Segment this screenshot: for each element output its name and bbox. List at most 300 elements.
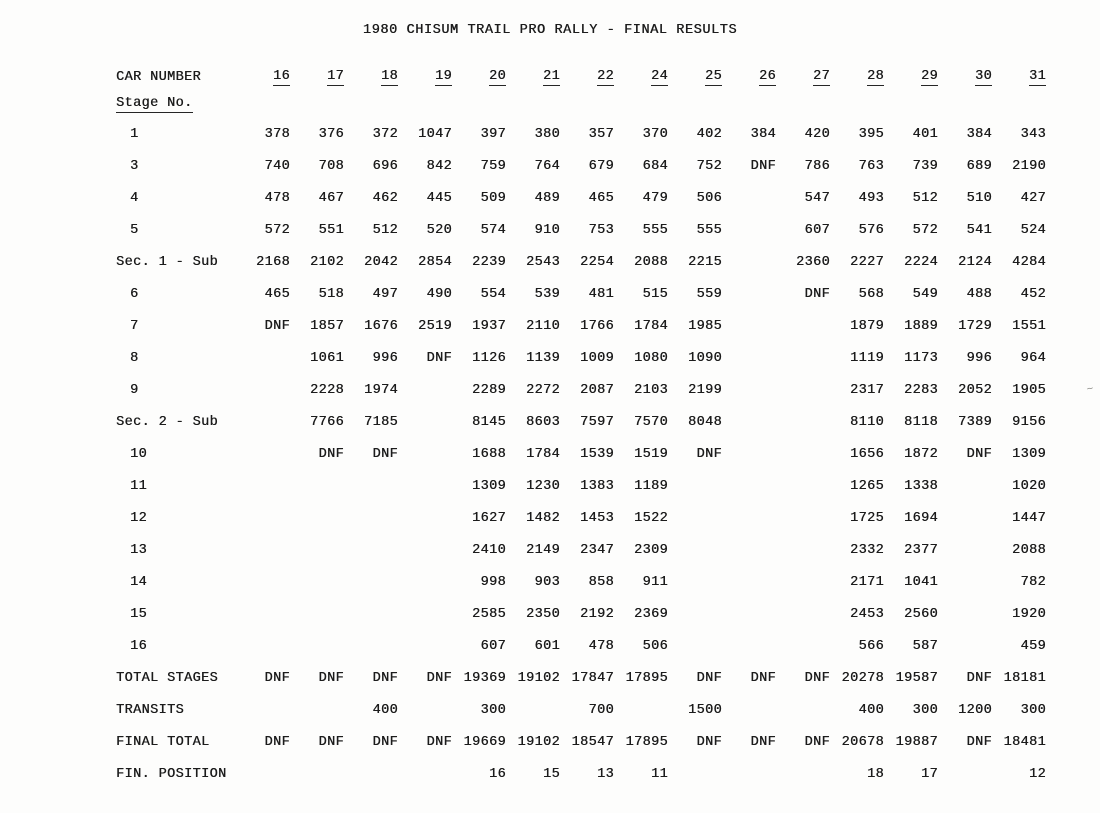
row-label: 9 <box>130 382 139 398</box>
cell <box>776 406 830 438</box>
cell <box>722 182 776 214</box>
cell: 539 <box>534 286 560 302</box>
row-label: TRANSITS <box>116 702 185 718</box>
cell: 488 <box>966 286 992 302</box>
cell: 996 <box>966 350 992 366</box>
cell: 370 <box>642 126 668 142</box>
cell: 300 <box>1020 702 1046 718</box>
cell: 1879 <box>849 318 884 334</box>
cell: 397 <box>480 126 506 142</box>
car-number-col-header <box>452 64 506 91</box>
cell <box>722 598 776 630</box>
cell: 1627 <box>471 510 506 526</box>
cell <box>722 534 776 566</box>
cell <box>236 694 290 726</box>
cell: 555 <box>696 222 722 238</box>
cell: 459 <box>1020 638 1046 654</box>
cell: 2369 <box>633 606 668 622</box>
cell: 759 <box>480 158 506 174</box>
cell: 572 <box>264 222 290 238</box>
cell: 2254 <box>579 254 614 270</box>
cell <box>344 630 398 662</box>
cell: 2102 <box>309 254 344 270</box>
cell <box>398 438 452 470</box>
cell: DNF <box>804 670 830 686</box>
cell: 18181 <box>1003 670 1046 686</box>
cell: 2377 <box>903 542 938 558</box>
cell: 911 <box>642 574 668 590</box>
cell <box>236 534 290 566</box>
table-row <box>112 502 1046 534</box>
cell <box>290 502 344 534</box>
cell: 506 <box>696 190 722 206</box>
cell: 4284 <box>1011 254 1046 270</box>
cell: 2088 <box>1011 542 1046 558</box>
cell: 2332 <box>849 542 884 558</box>
cell <box>722 406 776 438</box>
cell: 2360 <box>795 254 830 270</box>
cell <box>776 598 830 630</box>
table-row <box>112 470 1046 502</box>
cell <box>722 758 776 790</box>
cell: 16 <box>488 766 506 782</box>
cell: 1551 <box>1011 318 1046 334</box>
cell: DNF <box>372 734 398 750</box>
cell: 2350 <box>525 606 560 622</box>
cell <box>506 694 560 726</box>
cell: 2124 <box>957 254 992 270</box>
cell: 1688 <box>471 446 506 462</box>
cell: 910 <box>534 222 560 238</box>
cell: 1784 <box>633 318 668 334</box>
cell: 1694 <box>903 510 938 526</box>
cell <box>776 694 830 726</box>
row-label: 15 <box>130 606 148 622</box>
cell: DNF <box>966 446 992 462</box>
cell: 376 <box>318 126 344 142</box>
cell: 696 <box>372 158 398 174</box>
cell: 559 <box>696 286 722 302</box>
cell <box>236 438 290 470</box>
car-number-col-label: 30 <box>974 69 992 84</box>
cell <box>938 534 992 566</box>
cell: 1189 <box>633 478 668 494</box>
car-number-col-label: 27 <box>812 69 830 84</box>
cell: 998 <box>480 574 506 590</box>
cell: 2103 <box>633 382 668 398</box>
cell: 18547 <box>571 734 614 750</box>
row-label: 6 <box>130 286 139 302</box>
cell: 2215 <box>687 254 722 270</box>
cell <box>722 566 776 598</box>
car-number-col-label: 19 <box>434 69 452 84</box>
table-row <box>112 246 1046 278</box>
cell: 19587 <box>895 670 938 686</box>
cell: 497 <box>372 286 398 302</box>
cell: 1200 <box>957 702 992 718</box>
cell: 1020 <box>1011 478 1046 494</box>
cell <box>290 470 344 502</box>
cell: 19102 <box>517 734 560 750</box>
cell: 17895 <box>625 734 668 750</box>
cell: 739 <box>912 158 938 174</box>
cell: 15 <box>542 766 560 782</box>
cell <box>236 342 290 374</box>
table-row <box>112 758 1046 790</box>
cell <box>398 502 452 534</box>
cell <box>722 470 776 502</box>
cell: 2585 <box>471 606 506 622</box>
cell: 372 <box>372 126 398 142</box>
cell: 1453 <box>579 510 614 526</box>
cell: 903 <box>534 574 560 590</box>
cell: 996 <box>372 350 398 366</box>
cell <box>398 470 452 502</box>
cell: 782 <box>1020 574 1046 590</box>
cell <box>776 534 830 566</box>
cell: 2560 <box>903 606 938 622</box>
cell: 1500 <box>687 702 722 718</box>
cell <box>290 758 344 790</box>
table-row <box>112 118 1046 150</box>
cell: 1974 <box>363 382 398 398</box>
cell: DNF <box>318 670 344 686</box>
cell <box>722 438 776 470</box>
cell: 465 <box>588 190 614 206</box>
cell <box>722 214 776 246</box>
cell: 858 <box>588 574 614 590</box>
car-number-col-header <box>614 64 668 91</box>
stage-no-header-label: Stage No. <box>116 96 193 111</box>
row-label: 7 <box>130 318 139 334</box>
cell: 343 <box>1020 126 1046 142</box>
cell: 1937 <box>471 318 506 334</box>
car-number-col-label: 20 <box>488 69 506 84</box>
cell: 1447 <box>1011 510 1046 526</box>
row-label: 5 <box>130 222 139 238</box>
car-number-col-label: 29 <box>920 69 938 84</box>
cell: 524 <box>1020 222 1046 238</box>
car-number-col-header <box>290 64 344 91</box>
cell: 400 <box>858 702 884 718</box>
cell: DNF <box>750 670 776 686</box>
cell: 8145 <box>471 414 506 430</box>
row-label: Sec. 2 - Sub <box>116 414 219 430</box>
table-row <box>112 438 1046 470</box>
cell: 2317 <box>849 382 884 398</box>
cell: 684 <box>642 158 668 174</box>
cell: 2228 <box>309 382 344 398</box>
cell: 753 <box>588 222 614 238</box>
cell: 1905 <box>1011 382 1046 398</box>
cell <box>236 758 290 790</box>
cell <box>236 374 290 406</box>
cell: 1061 <box>309 350 344 366</box>
cell: 1126 <box>471 350 506 366</box>
cell: 2192 <box>579 606 614 622</box>
cell: 964 <box>1020 350 1046 366</box>
cell <box>290 566 344 598</box>
cell: 1309 <box>471 478 506 494</box>
cell: 572 <box>912 222 938 238</box>
cell <box>290 630 344 662</box>
cell: 2453 <box>849 606 884 622</box>
cell <box>290 598 344 630</box>
cell: 19669 <box>463 734 506 750</box>
cell: 17895 <box>625 670 668 686</box>
cell: 1090 <box>687 350 722 366</box>
cell: 462 <box>372 190 398 206</box>
cell: 17847 <box>571 670 614 686</box>
cell <box>668 630 722 662</box>
cell <box>776 438 830 470</box>
cell: 2289 <box>471 382 506 398</box>
cell: 607 <box>804 222 830 238</box>
cell: 7185 <box>363 414 398 430</box>
stage-no-row <box>112 91 1046 118</box>
cell: 479 <box>642 190 668 206</box>
cell: 8118 <box>903 414 938 430</box>
cell: 1482 <box>525 510 560 526</box>
cell: 786 <box>804 158 830 174</box>
cell: 568 <box>858 286 884 302</box>
cell: 1676 <box>363 318 398 334</box>
cell: 520 <box>426 222 452 238</box>
table-row <box>112 150 1046 182</box>
cell: 506 <box>642 638 668 654</box>
cell <box>398 566 452 598</box>
car-number-col-label: 25 <box>704 69 722 84</box>
cell: 8110 <box>849 414 884 430</box>
cell: DNF <box>372 446 398 462</box>
cell <box>668 502 722 534</box>
cell: 1009 <box>579 350 614 366</box>
table-row <box>112 214 1046 246</box>
cell <box>776 342 830 374</box>
cell: 763 <box>858 158 884 174</box>
cell: 13 <box>596 766 614 782</box>
cell <box>236 406 290 438</box>
cell: 2199 <box>687 382 722 398</box>
cell: DNF <box>696 670 722 686</box>
cell: DNF <box>264 670 290 686</box>
cell: DNF <box>696 734 722 750</box>
cell <box>344 598 398 630</box>
cell <box>290 534 344 566</box>
car-number-col-header <box>830 64 884 91</box>
cell <box>722 310 776 342</box>
cell: 2149 <box>525 542 560 558</box>
cell: 20278 <box>841 670 884 686</box>
cell: 607 <box>480 638 506 654</box>
cell: 489 <box>534 190 560 206</box>
cell: 512 <box>912 190 938 206</box>
cell: 490 <box>426 286 452 302</box>
car-number-col-header <box>668 64 722 91</box>
cell <box>344 470 398 502</box>
cell: 1265 <box>849 478 884 494</box>
cell: 842 <box>426 158 452 174</box>
table-row <box>112 182 1046 214</box>
cell <box>776 470 830 502</box>
cell: 1857 <box>309 318 344 334</box>
handwritten-pen-mark: ~ <box>1086 383 1096 397</box>
cell: 395 <box>858 126 884 142</box>
cell: 8048 <box>687 414 722 430</box>
cell: 700 <box>588 702 614 718</box>
table-row <box>112 278 1046 310</box>
cell: 402 <box>696 126 722 142</box>
cell <box>722 278 776 310</box>
cell: 380 <box>534 126 560 142</box>
cell <box>938 758 992 790</box>
car-number-col-header <box>884 64 938 91</box>
car-number-col-label: 21 <box>542 69 560 84</box>
cell: DNF <box>426 670 452 686</box>
cell: 12 <box>1028 766 1046 782</box>
cell <box>668 758 722 790</box>
car-number-col-header <box>398 64 452 91</box>
cell: 300 <box>912 702 938 718</box>
row-label: 11 <box>130 478 148 494</box>
cell: 549 <box>912 286 938 302</box>
cell: 554 <box>480 286 506 302</box>
cell: 467 <box>318 190 344 206</box>
results-table <box>112 64 1046 790</box>
cell: 1656 <box>849 446 884 462</box>
cell: 1519 <box>633 446 668 462</box>
car-number-col-header <box>560 64 614 91</box>
table-row <box>112 726 1046 758</box>
cell: 2227 <box>849 254 884 270</box>
cell: DNF <box>318 734 344 750</box>
cell: 689 <box>966 158 992 174</box>
row-label: 3 <box>130 158 139 174</box>
cell <box>614 694 668 726</box>
cell <box>398 694 452 726</box>
table-row <box>112 566 1046 598</box>
cell: 518 <box>318 286 344 302</box>
cell: 1119 <box>849 350 884 366</box>
car-number-col-header <box>344 64 398 91</box>
cell <box>344 534 398 566</box>
cell <box>722 502 776 534</box>
car-number-col-label: 18 <box>380 69 398 84</box>
row-label: Sec. 1 - Sub <box>116 254 219 270</box>
cell: 509 <box>480 190 506 206</box>
cell: 740 <box>264 158 290 174</box>
cell: 764 <box>534 158 560 174</box>
cell: 2168 <box>255 254 290 270</box>
cell: DNF <box>696 446 722 462</box>
cell: 17 <box>920 766 938 782</box>
car-number-col-label: 31 <box>1028 69 1046 84</box>
cell: 510 <box>966 190 992 206</box>
cell <box>722 342 776 374</box>
cell: DNF <box>372 670 398 686</box>
cell: 300 <box>480 702 506 718</box>
cell <box>776 502 830 534</box>
cell: 576 <box>858 222 884 238</box>
car-number-col-header <box>506 64 560 91</box>
cell: 2272 <box>525 382 560 398</box>
row-label: 10 <box>130 446 148 462</box>
table-row <box>112 662 1046 694</box>
cell: 1784 <box>525 446 560 462</box>
cell: 2110 <box>525 318 560 334</box>
cell: 574 <box>480 222 506 238</box>
cell <box>344 758 398 790</box>
cell: DNF <box>264 734 290 750</box>
cell <box>236 630 290 662</box>
cell: 551 <box>318 222 344 238</box>
cell: 11 <box>650 766 668 782</box>
cell: 512 <box>372 222 398 238</box>
cell: 20678 <box>841 734 884 750</box>
row-label: 14 <box>130 574 148 590</box>
row-label: TOTAL STAGES <box>116 670 219 686</box>
cell: 1920 <box>1011 606 1046 622</box>
table-row <box>112 374 1046 406</box>
cell: 18481 <box>1003 734 1046 750</box>
cell: 19887 <box>895 734 938 750</box>
cell: 384 <box>966 126 992 142</box>
cell: 1889 <box>903 318 938 334</box>
cell: 1230 <box>525 478 560 494</box>
cell: 679 <box>588 158 614 174</box>
cell: 2347 <box>579 542 614 558</box>
cell: 7389 <box>957 414 992 430</box>
cell <box>668 598 722 630</box>
cell: 2087 <box>579 382 614 398</box>
cell: 2239 <box>471 254 506 270</box>
cell: 1522 <box>633 510 668 526</box>
cell: 9156 <box>1011 414 1046 430</box>
cell <box>938 566 992 598</box>
cell: 7597 <box>579 414 614 430</box>
cell <box>722 630 776 662</box>
cell <box>668 470 722 502</box>
cell <box>776 758 830 790</box>
cell: 427 <box>1020 190 1046 206</box>
row-label: 4 <box>130 190 139 206</box>
cell: 601 <box>534 638 560 654</box>
cell: 555 <box>642 222 668 238</box>
cell: 384 <box>750 126 776 142</box>
cell <box>236 566 290 598</box>
cell: DNF <box>804 734 830 750</box>
cell: DNF <box>966 734 992 750</box>
cell: 445 <box>426 190 452 206</box>
cell: 1729 <box>957 318 992 334</box>
cell: 2224 <box>903 254 938 270</box>
cell: 478 <box>588 638 614 654</box>
cell: 18 <box>866 766 884 782</box>
cell: DNF <box>804 286 830 302</box>
cell: 481 <box>588 286 614 302</box>
car-number-col-header <box>722 64 776 91</box>
car-number-col-label: 16 <box>272 69 290 84</box>
cell: 2042 <box>363 254 398 270</box>
cell: 2171 <box>849 574 884 590</box>
cell <box>776 566 830 598</box>
cell: DNF <box>966 670 992 686</box>
cell: 1383 <box>579 478 614 494</box>
cell <box>938 598 992 630</box>
cell <box>722 374 776 406</box>
cell: 1309 <box>1011 446 1046 462</box>
cell: 465 <box>264 286 290 302</box>
